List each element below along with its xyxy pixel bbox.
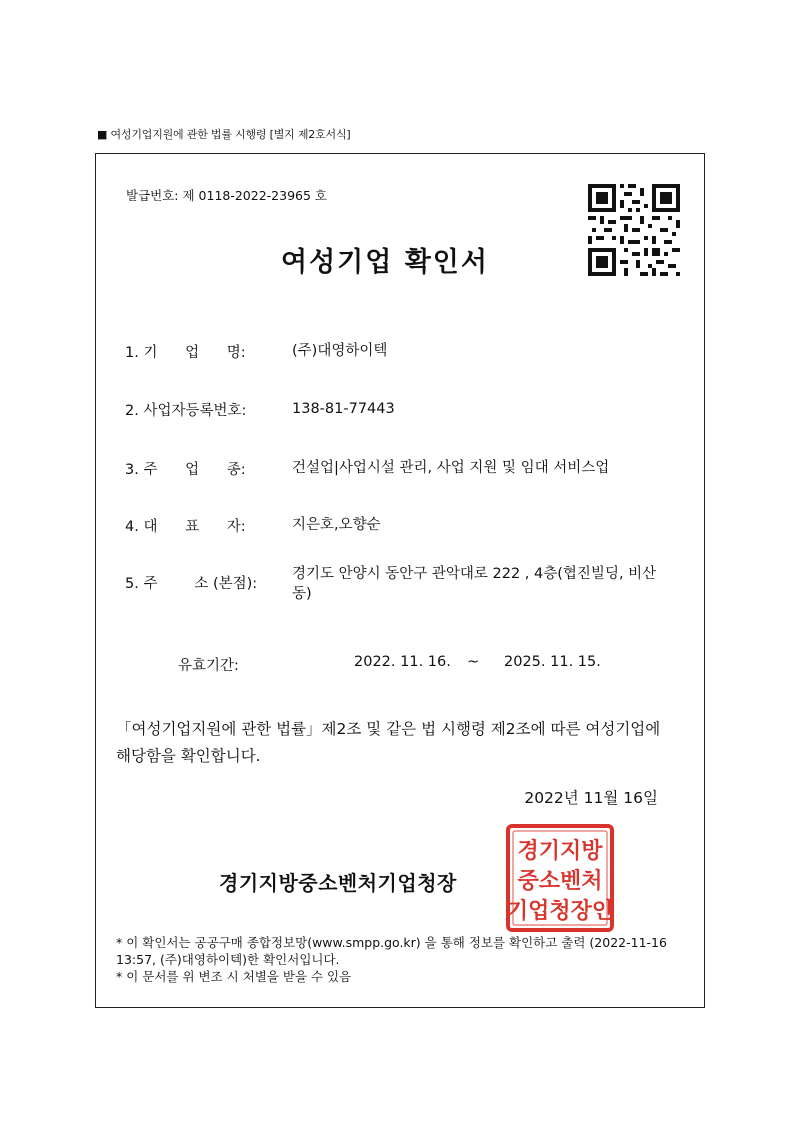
official-seal-icon	[504, 822, 616, 934]
field-label-address: 5. 주 소 (본점):	[125, 576, 258, 592]
validity-label: 유효기간:	[178, 658, 239, 674]
svg-text:기업청장인: 기업청장인	[506, 899, 614, 924]
footnotes	[116, 934, 691, 985]
document-title: 여성기업 확인서	[281, 247, 489, 278]
field-label-business-registration-number: 2. 사업자등록번호:	[125, 403, 247, 419]
svg-text:중소벤처: 중소벤처	[517, 869, 603, 894]
svg-text:경기지방: 경기지방	[517, 839, 603, 864]
field-value-main-business: 건설업|사업시설 관리, 사업 지원 및 임대 서비스업	[292, 460, 610, 476]
field-value-company-name: (주)대영하이텍	[292, 343, 388, 359]
field-label-company-name: 1. 기 업 명:	[125, 345, 246, 361]
form-reference-note: ■ 여성기업지원에 관한 법률 시행령 [별지 제2호서식]	[97, 128, 351, 141]
field-label-main-business: 3. 주 업 종:	[125, 462, 246, 478]
validity-end-date: 2025. 11. 15.	[504, 654, 601, 670]
validity-separator: ~	[467, 654, 480, 670]
footnote-item: * 이 확인서는 공공구매 종합정보망(www.smpp.go.kr) 을 통해 정보를 확인하고 출력 (2022-11-16 13:57, (주)대영하이텍)한 확인서입니다.	[116, 935, 667, 967]
footnote-item: * 이 문서를 위 변조 시 처별을 받을 수 있음	[116, 969, 352, 984]
field-label-representative: 4. 대 표 자:	[125, 519, 246, 535]
confirmation-statement: 「여성기업지원에 관한 법률」제2조 및 같은 법 시행령 제2조에 따른 여성기업에 해당함을 확인합니다.	[116, 720, 661, 765]
certificate-frame	[95, 153, 705, 1008]
field-value-address: 경기도 안양시 동안구 관악대로 222 , 4층(협진빌딩, 비산동)	[292, 566, 657, 602]
validity-start-date: 2022. 11. 16.	[354, 654, 451, 670]
issue-number: 발급번호: 제 0118-2022-23965 호	[126, 188, 327, 203]
issuer-name: 경기지방중소벤처기업청장	[219, 871, 457, 895]
issue-date: 2022년 11월 16일	[524, 789, 658, 807]
field-value-business-registration-number: 138-81-77443	[292, 401, 395, 417]
field-value-representative: 지은호,오향순	[292, 517, 381, 533]
